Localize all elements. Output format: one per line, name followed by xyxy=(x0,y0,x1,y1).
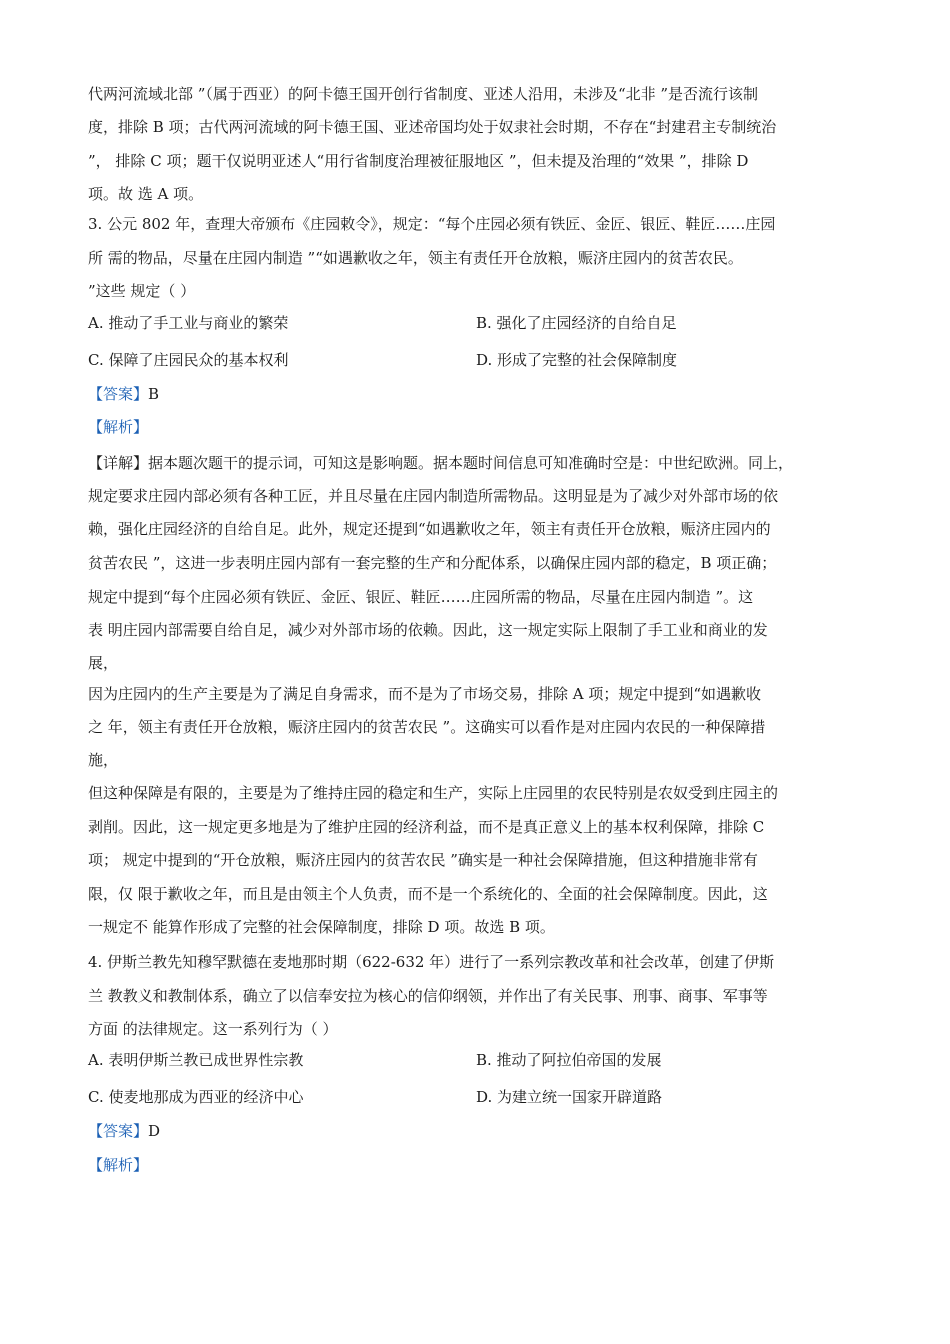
q4-answer xyxy=(88,1121,868,1143)
q3-detail-line: 规定要求庄园内部必须有各种工匠，并且尽量在庄园内制造所需物品。这明显是为了减少对外部市场的依 xyxy=(88,487,779,505)
detail-tag: 【详解】 xyxy=(88,454,149,472)
q3-detail-line: 但这种保障是有限的，主要是为了维持庄园的稳定和生产，实际上庄园里的农民特别是农奴受到庄园主的 xyxy=(88,784,779,802)
q3-detail-line: 展， xyxy=(88,654,119,672)
q3-option-d: D. 形成了完整的社会保障制度 xyxy=(476,351,678,369)
q3-stem-line: ”这些 规定（ ） xyxy=(88,282,196,300)
q3-detail-line: 之 年，领主有责任开仓放粮，赈济庄园内的贫苦农民 ”。这确实可以看作是对庄园内农民的一种保障措 xyxy=(88,718,766,736)
analysis-tag: 【解析】 xyxy=(88,1156,149,1174)
q3-detail-line: 因为庄园内的生产主要是为了满足自身需求，而不是为了市场交易，排除 A 项；规定中提到“如遇歉收 xyxy=(88,685,762,703)
prev-analysis-line: 度，排除 B 项；古代两河流域的阿卡德王国、亚述帝国均处于奴隶社会时期，不存在“封建君主专制统治 xyxy=(88,118,777,136)
q3-detail-line: 表 明庄园内部需要自给自足，减少对外部市场的依赖。因此，这一规定实际上限制了手工业和商业的发 xyxy=(88,621,768,639)
detail-text: 据本题次题干的提示词，可知这是影响题。据本题时间信息可知准确时空是：中世纪欧洲。同上， xyxy=(148,454,794,472)
q3-stem-line: 3. 公元 802 年，查理大帝颁布《庄园敕令》，规定：“每个庄园必须有铁匠、金匠、银匠、鞋匠……庄园 xyxy=(88,215,776,233)
analysis-tag: 【解析】 xyxy=(88,418,149,436)
q4-stem-line: 兰 教教义和教制体系，确立了以信奉安拉为核心的信仰纲领，并作出了有关民事、刑事、商事、军事等 xyxy=(88,987,768,1005)
answer-value: B xyxy=(148,385,160,403)
q3-answer xyxy=(88,384,868,406)
q3-stem-line: 所 需的物品，尽量在庄园内制造 ”“如遇歉收之年，领主有责任开仓放粮，赈济庄园内的贫苦农民。 xyxy=(88,249,743,267)
q3-option-c: C. 保障了庄园民众的基本权利 xyxy=(88,351,289,369)
q3-analysis-heading xyxy=(88,417,868,439)
answer-tag: 【答案】 xyxy=(88,385,149,403)
q3-detail-line: 贫苦农民 ”，这进一步表明庄园内部有一套完整的生产和分配体系，以确保庄园内部的稳定，B 项正确； xyxy=(88,554,777,572)
q4-option-b: B. 推动了阿拉伯帝国的发展 xyxy=(476,1051,662,1069)
q3-detail-line xyxy=(88,453,868,475)
q3-detail-line: 规定中提到“每个庄园必须有铁匠、金匠、银匠、鞋匠……庄园所需的物品，尽量在庄园内制造 ”。这 xyxy=(88,588,754,606)
q3-option-b: B. 强化了庄园经济的自给自足 xyxy=(476,314,677,332)
q3-detail-line: 赖，强化庄园经济的自给自足。此外，规定还提到“如遇歉收之年，领主有责任开仓放粮，赈济庄园内的 xyxy=(88,520,771,538)
q3-detail-line: 施， xyxy=(88,751,119,769)
q4-stem-line: 方面 的法律规定。这一系列行为（ ） xyxy=(88,1020,338,1038)
q3-detail-line: 限，仅 限于歉收之年，而且是由领主个人负责，而不是一个系统化的、全面的社会保障制度。因此，这 xyxy=(88,885,768,903)
answer-tag: 【答案】 xyxy=(88,1122,149,1140)
q4-option-d: D. 为建立统一国家开辟道路 xyxy=(476,1088,663,1106)
prev-analysis-line: 项。故 选 A 项。 xyxy=(88,185,204,203)
q4-option-c: C. 使麦地那成为西亚的经济中心 xyxy=(88,1088,304,1106)
q3-detail-line: 一规定不 能算作形成了完整的社会保障制度，排除 D 项。故选 B 项。 xyxy=(88,918,555,936)
q4-option-a: A. 表明伊斯兰教已成世界性宗教 xyxy=(88,1051,304,1069)
prev-analysis-line: 代两河流域北部 ”（属于西亚）的阿卡德王国开创行省制度、亚述人沿用，未涉及“北非 ”是否流行该制 xyxy=(88,85,759,103)
q3-detail-line: 剥削。因此，这一规定更多地是为了维护庄园的经济利益，而不是真正意义上的基本权利保障，排除 C xyxy=(88,818,765,836)
q3-detail-line: 项； 规定中提到的“开仓放粮，赈济庄园内的贫苦农民 ”确实是一种社会保障措施，但这种措施非常有 xyxy=(88,851,758,869)
q4-stem-line: 4. 伊斯兰教先知穆罕默德在麦地那时期（622-632 年）进行了一系列宗教改革和社会改革，创建了伊斯 xyxy=(88,953,775,971)
q3-option-a: A. 推动了手工业与商业的繁荣 xyxy=(88,314,289,332)
prev-analysis-line: ”， 排除 C 项；题干仅说明亚述人“用行省制度治理被征服地区 ”，但未提及治理的“效果 ”，排除 D xyxy=(88,152,749,170)
answer-value: D xyxy=(148,1122,161,1140)
q4-analysis-heading xyxy=(88,1155,868,1177)
